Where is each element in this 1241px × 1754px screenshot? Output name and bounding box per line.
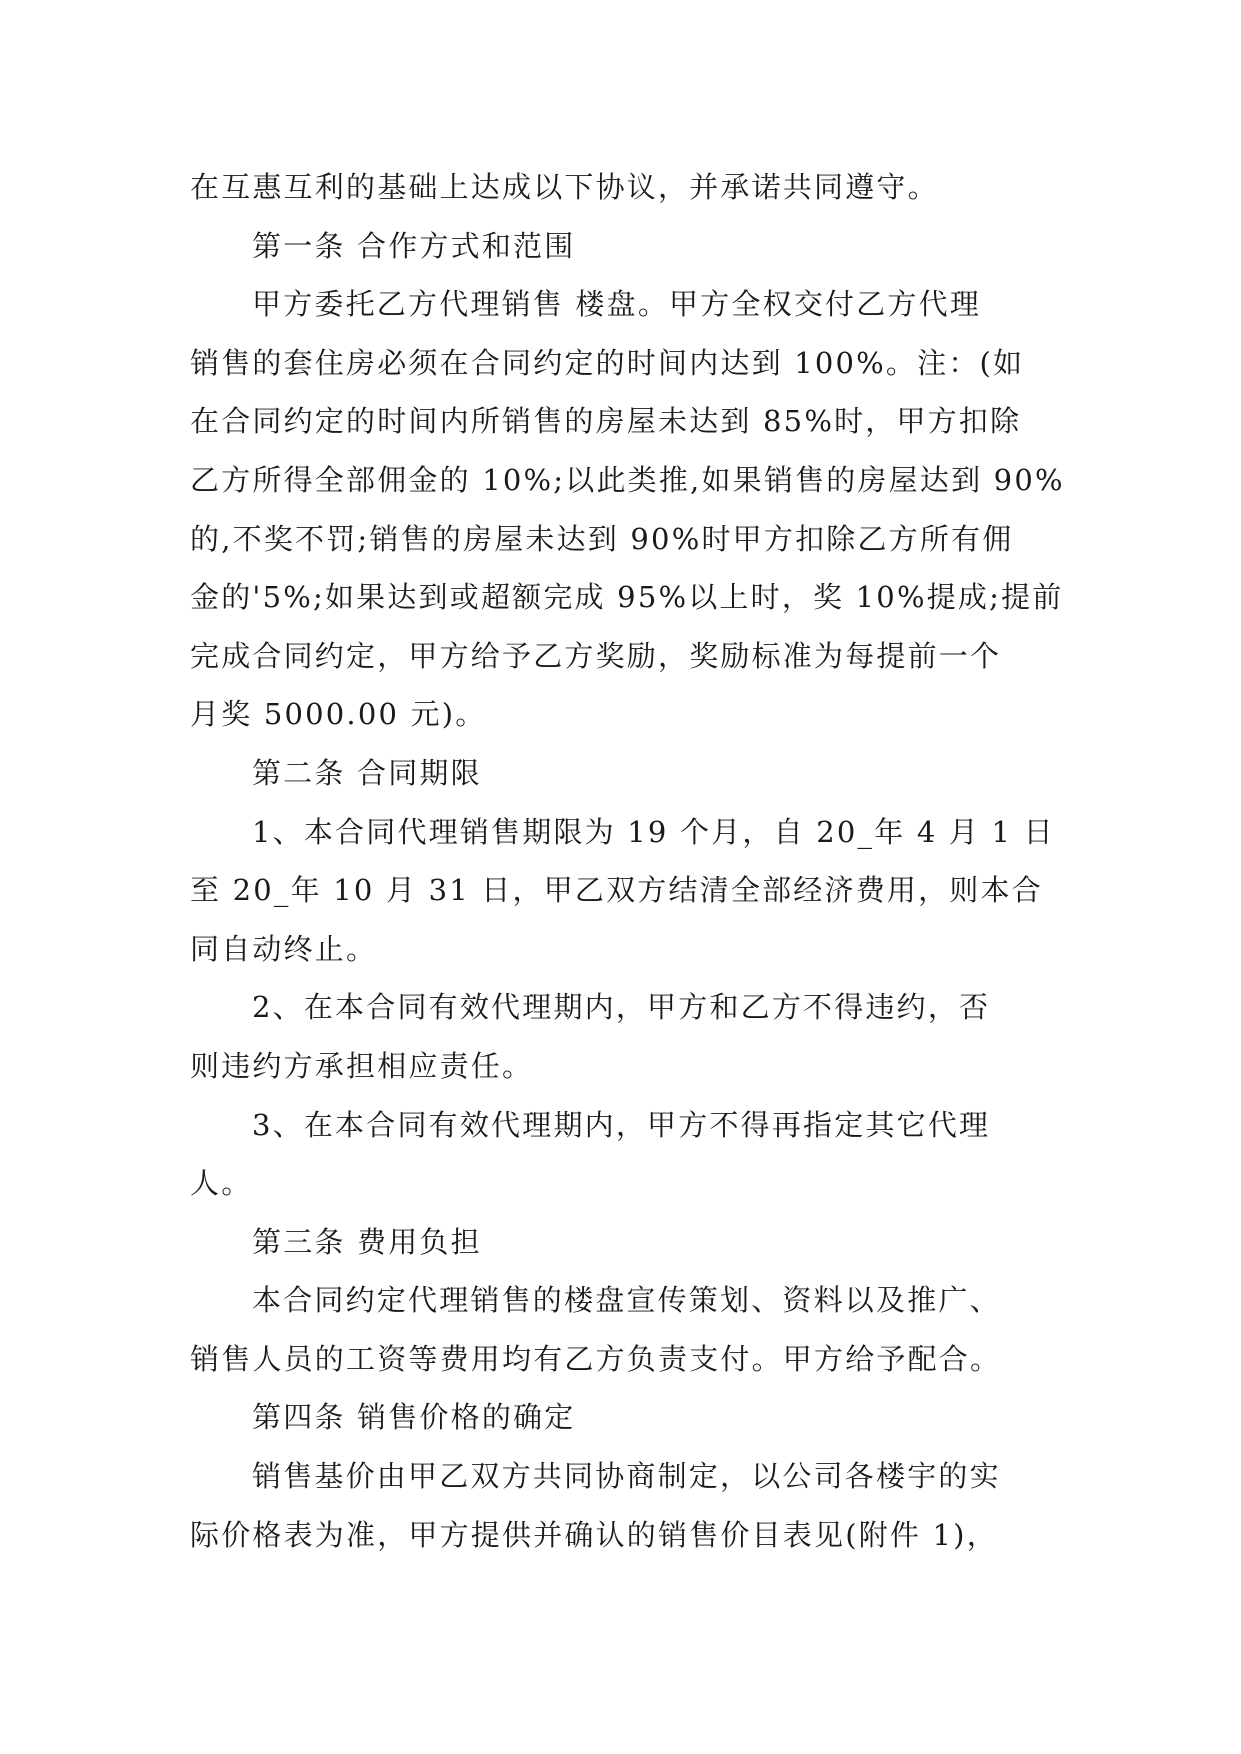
text-line: 第一条 合作方式和范围 <box>252 228 576 263</box>
text-line: 的,不奖不罚;销售的房屋未达到 90%时甲方扣除乙方所有佣 <box>190 521 1014 556</box>
text-line: 在合同约定的时间内所销售的房屋未达到 85%时，甲方扣除 <box>190 404 1022 439</box>
text-line: 金的'5%;如果达到或超额完成 95%以上时，奖 10%提成;提前 <box>190 580 1064 615</box>
text-line: 3、在本合同有效代理期内，甲方不得再指定其它代理 <box>252 1107 991 1142</box>
text-line: 销售的套住房必须在合同约定的时间内达到 100%。注：(如 <box>190 345 1025 380</box>
text-line: 际价格表为准，甲方提供并确认的销售价目表见(附件 1)， <box>190 1517 998 1552</box>
text-line: 第二条 合同期限 <box>252 755 482 790</box>
text-line: 月奖 5000.00 元)。 <box>190 697 487 732</box>
text-line: 则违约方承担相应责任。 <box>190 1048 534 1083</box>
text-line: 销售基价由甲乙双方共同协商制定，以公司各楼宇的实 <box>252 1459 1001 1494</box>
text-line: 至 20_年 10 月 31 日，甲乙双方结清全部经济费用，则本合 <box>190 873 1043 908</box>
text-line: 在互惠互利的基础上达成以下协议，并承诺共同遵守。 <box>190 170 939 204</box>
text-line: 同自动终止。 <box>190 931 378 966</box>
text-line: 第三条 费用负担 <box>252 1224 482 1259</box>
text-line: 人。 <box>190 1166 253 1201</box>
text-line: 完成合同约定，甲方给予乙方奖励，奖励标准为每提前一个 <box>190 638 1002 673</box>
text-line: 2、在本合同有效代理期内，甲方和乙方不得违约，否 <box>252 990 991 1025</box>
text-line: 甲方委托乙方代理销售 楼盘。甲方全权交付乙方代理 <box>252 287 982 322</box>
text-line: 销售人员的工资等费用均有乙方负责支付。甲方给予配合。 <box>190 1341 1002 1376</box>
text-line: 1、本合同代理销售期限为 19 个月，自 20_年 4 月 1 日 <box>252 814 1055 849</box>
document-page <box>190 158 1065 1564</box>
text-line: 第四条 销售价格的确定 <box>252 1400 576 1435</box>
text-line: 本合同约定代理销售的楼盘宣传策划、资料以及推广、 <box>252 1283 1001 1318</box>
text-line: 乙方所得全部佣金的 10%;以此类推,如果销售的房屋达到 90% <box>190 462 1065 497</box>
